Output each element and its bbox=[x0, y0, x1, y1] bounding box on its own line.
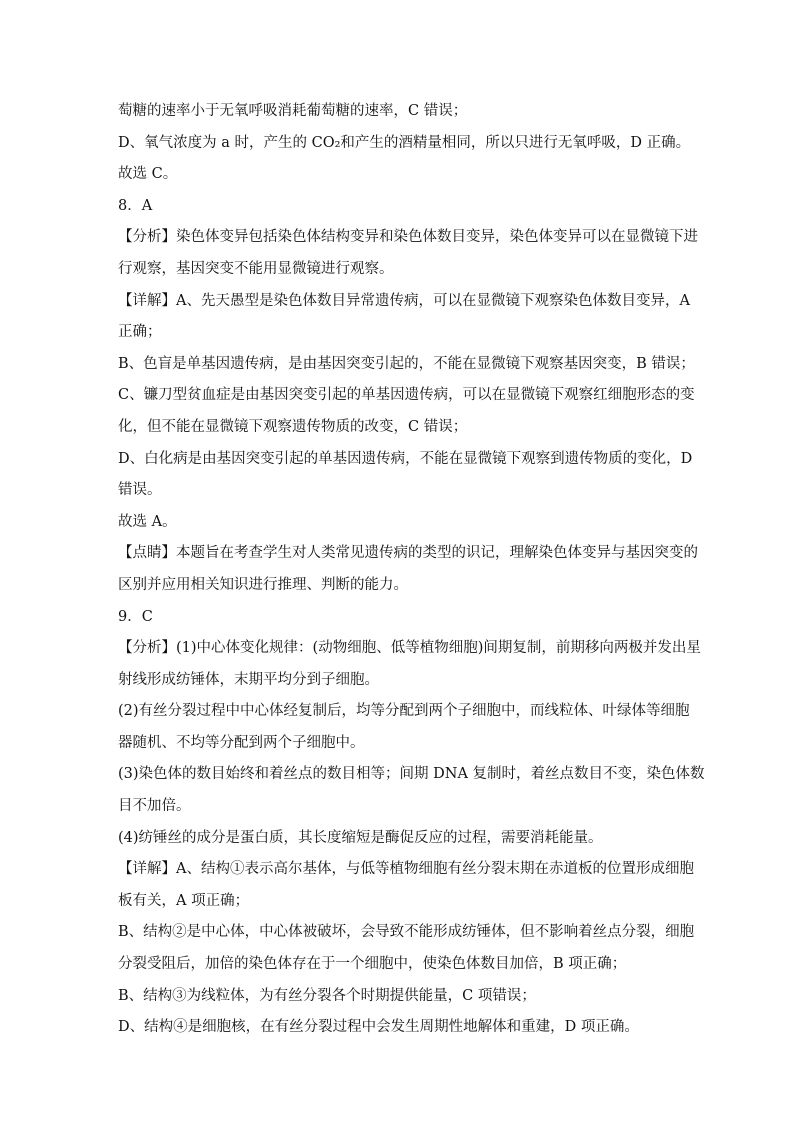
text-line: 器随机、不均等分配到两个子细胞中。 bbox=[118, 734, 365, 751]
text-line: 故选 C。 bbox=[118, 166, 178, 183]
text-line: 【详解】A、先天愚型是染色体数目异常遗传病，可以在显微镜下观察染色体数目变异，A bbox=[118, 292, 690, 309]
text-line: (2)有丝分裂过程中中心体经复制后，均等分配到两个子细胞中，而线粒体、叶绿体等细胞 bbox=[118, 703, 690, 720]
text-line: 【详解】A、结构①表示高尔基体，与低等植物细胞有丝分裂末期在赤道板的位置形成细胞 bbox=[118, 861, 694, 878]
text-line: 故选 A。 bbox=[118, 513, 177, 530]
text-line: 化，但不能在显微镜下观察遗传物质的改变，C 错误； bbox=[118, 418, 468, 435]
text-line: D、白化病是由基因突变引起的单基因遗传病，不能在显微镜下观察到遗传物质的变化，D bbox=[118, 450, 693, 467]
text-line: 【点睛】本题旨在考查学生对人类常见遗传病的类型的识记，理解染色体变异与基因突变的 bbox=[118, 545, 698, 562]
text-line: (3)染色体的数目始终和着丝点的数目相等；间期 DNA 复制时，着丝点数目不变，染色体数 bbox=[118, 766, 705, 783]
text-line: 萄糖的速率小于无氧呼吸消耗葡萄糖的速率，C 错误； bbox=[118, 103, 468, 119]
text-line: (4)纺锤丝的成分是蛋白质，其长度缩短是酶促反应的过程，需要消耗能量。 bbox=[118, 829, 603, 846]
text-line: B、结构②是中心体，中心体被破坏，会导致不能形成纺锤体，但不影响着丝点分裂，细胞 bbox=[118, 924, 695, 941]
text-line: B、结构③为线粒体，为有丝分裂各个时期提供能量，C 项错误； bbox=[118, 987, 536, 1004]
text-line: 目不加倍。 bbox=[118, 798, 191, 815]
text-line: 【分析】染色体变异包括染色体结构变异和染色体数目变异，染色体变异可以在显微镜下进 bbox=[118, 229, 698, 246]
question-number: 9．C bbox=[118, 608, 153, 625]
text-line: 分裂受阻后，加倍的染色体存在于一个细胞中，使染色体数目加倍，B 项正确； bbox=[118, 956, 627, 973]
text-line: D、结构④是细胞核，在有丝分裂过程中会发生周期性地解体和重建，D 项正确。 bbox=[118, 1019, 639, 1036]
text-line: 板有关，A 项正确； bbox=[118, 892, 250, 909]
text-line: 错误。 bbox=[118, 482, 162, 499]
text-line: 区别并应用相关知识进行推理、判断的能力。 bbox=[118, 576, 408, 593]
text-line: 【分析】(1)中心体变化规律：(动物细胞、低等植物细胞)间期复制，前期移向两极并发出星 bbox=[118, 640, 701, 657]
question-number: 8．A bbox=[118, 197, 153, 214]
text-line: 行观察，基因突变不能用显微镜进行观察。 bbox=[118, 260, 394, 277]
text-line: C、镰刀型贫血症是由基因突变引起的单基因遗传病，可以在显微镜下观察红细胞形态的变 bbox=[118, 387, 695, 404]
text-line: D、氧气浓度为 a 时，产生的 CO₂和产生的酒精量相同，所以只进行无氧呼吸，D 正确。 bbox=[118, 134, 691, 151]
text-line: 正确； bbox=[118, 324, 162, 341]
text-line: B、色盲是单基因遗传病，是由基因突变引起的，不能在显微镜下观察基因突变，B 错误； bbox=[118, 355, 695, 372]
text-line: 射线形成纺锤体，末期平均分到子细胞。 bbox=[118, 671, 379, 688]
